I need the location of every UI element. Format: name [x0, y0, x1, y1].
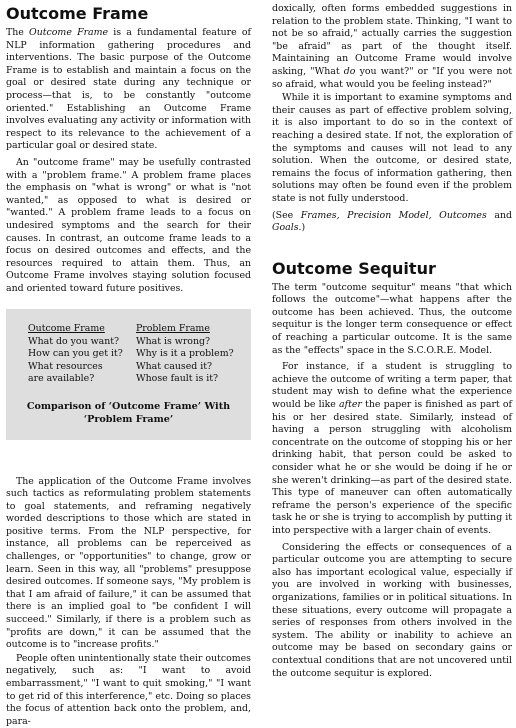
table-cell: are available? [28, 373, 95, 385]
right-column [272, 0, 512, 680]
paragraph-symptoms-causes: While it is important to examine symptoms and their causes as part of effective problem solving, it is also important to do so in the context of reaching a desired state. If not, the exploration of the symptoms and causes will not lead to any solution. When the outcome, or desired state, remains the focus of information gathering, then solutions may often be found even if the problem state is not fully understood. [272, 92, 512, 204]
table-cell: Why is it a problem? [136, 348, 234, 360]
table-cell: How can you get it? [28, 348, 123, 360]
table-cell: Whose fault is it? [136, 373, 219, 385]
comparison-caption: Comparison of ‘Outcome Frame’ With ‘Problem Frame’ [26, 400, 231, 425]
comparison-table [28, 323, 251, 385]
table-cell: What caused it? [136, 360, 213, 372]
paragraph-negative-outcomes: People often unintentionally state their outcomes negatively, such as: "I want to avoid embarrassment," "I want to quit smoking," "I want to get rid of this interference," etc. Doing so places the focus of attention back onto the problem, and, para- [6, 652, 251, 727]
table-header-outcome-frame: Outcome Frame [28, 323, 105, 335]
left-column [6, 0, 251, 728]
paragraph-embedded-suggestions: doxically, often forms embedded suggestions in relation to the problem state. Thinking, "I want to not be so afraid," actually carries the suggestion "be afraid" as part of the thought itself. Maintaining an Outcome Frame would involve asking, "What do you want?" or "If you were not so afraid, what would you be feeling instead?" [272, 3, 512, 90]
paragraph-student-example: For instance, if a student is struggling to achieve the outcome of writing a term paper, that student may wish to define what the experience would be like after the paper is finished as part of his or her desired state. Similarly, instead of having a person struggling with alcoholism concentrate on the outcome of stopping his or her drinking habit, that person could be asked to consider what he or she would be doing if he or she weren't drinking—as part of the desired state. This type of maneuver can often automatically reframe the person's experience of the specific task he or she is trying to accomplish by putting it into perspective with a larger chain of events. [272, 361, 512, 536]
table-cell: What resources [28, 360, 103, 372]
section-title-outcome-frame: Outcome Frame [6, 4, 149, 23]
paragraph-outcome-frame-intro: The Outcome Frame is a fundamental feature of NLP information gathering procedures and interventions. The basic purpose of the Outcome Frame is to establish and maintain a focus on the goal or desired state during any technique or process—that is, to be constantly "outcome oriented." Establishing an Outcome Frame involves evaluating any activity or information with respect to its relevance to the achievement of a particular goal or desired state. [6, 27, 251, 152]
paragraph-ecological-value: Considering the effects or consequences of a particular outcome you are attempting to secure also has important ecological value, especially if you are involved in working with businesses, organizations, families or in political situations. In these situations, every outcome will propagate a series of responses from others involved in the system. The ability or inability to achieve an outcome may be based on secondary gains or contextual conditions that are not uncovered until the outcome sequitur is explored. [272, 541, 512, 679]
paragraph-application: The application of the Outcome Frame involves such tactics as reformulating problem statements to goal statements, and reframing negatively worded descriptions to those which are stated in positive terms. From the NLP perspective, for instance, all problems can be reperceived as challenges, or "opportunities" to change, grow or learn. Seen in this way, all "problems" presuppose desired outcomes. If someone says, "My problem is that I am afraid of failure," it can be assumed that there is an implied goal to "be confident I will succeed." Similarly, if there is a problem such as "profits are down," it can be assumed that the outcome is to "increase profits." [6, 475, 251, 651]
see-also-references: (See Frames, Precision Model, Outcomes and Goals.) [272, 209, 513, 234]
table-header-problem-frame: Problem Frame [136, 323, 210, 335]
section-title-outcome-sequitur: Outcome Sequitur [272, 258, 436, 278]
table-cell: What do you want? [28, 335, 120, 347]
comparison-box [6, 309, 251, 439]
paragraph-outcome-sequitur-definition: The term "outcome sequitur" means "that which follows the outcome"—what happens after the outcome has been achieved. Thus, the outcome sequitur is the longer term consequence or effect of reaching a particular outcome. It is the same as the "effects" space in the S.C.O.R.E. Model. [272, 281, 512, 356]
table-cell: What is wrong? [136, 335, 211, 347]
paragraph-problem-frame-contrast: An "outcome frame" may be usefully contrasted with a "problem frame." A problem frame places the emphasis on "what is wrong" or what is "not wanted," as opposed to what is desired or "wanted." A problem frame leads to a focus on undesired symptoms and the search for their causes. In contrast, an outcome frame leads to a focus on desired outcomes and effects, and the resources required to attain them. Thus, an Outcome Frame involves staying solution focused and oriented toward future positives. [6, 156, 251, 294]
